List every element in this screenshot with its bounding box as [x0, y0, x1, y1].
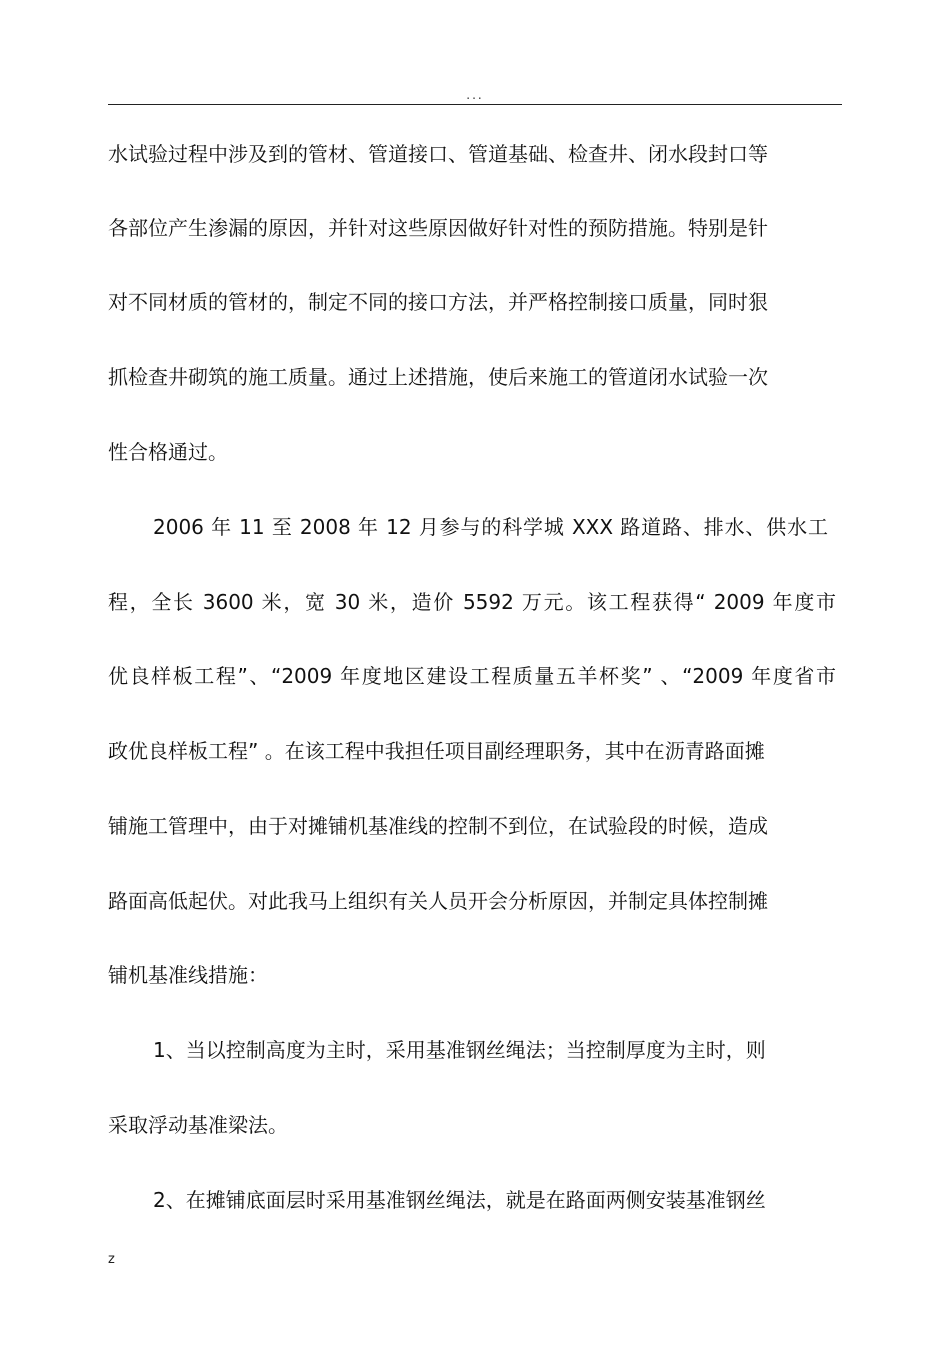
text-line: 2、在摊铺底面层时采用基准钢丝绳法，就是在路面两侧安装基准钢丝	[153, 1188, 766, 1212]
header-dots: ...	[466, 88, 484, 102]
text-line: 铺施工管理中，由于对摊铺机基准线的控制不到位，在试验段的时候，造成	[108, 814, 768, 838]
text-line: 程，全长 3600 米，宽 30 米，造价 5592 万元。该工程获得“ 2009 年度市	[108, 590, 836, 614]
text-line: 优良样板工程”、“2009 年度地区建设工程质量五羊杯奖” 、“2009 年度省市	[108, 664, 836, 688]
text-line: 水试验过程中涉及到的管材、管道接口、管道基础、检查井、闭水段封口等	[108, 142, 768, 166]
text-line: 对不同材质的管材的，制定不同的接口方法，并严格控制接口质量，同时狠	[108, 290, 768, 314]
text-line: 铺机基准线措施：	[108, 963, 268, 987]
text-line: 各部位产生渗漏的原因，并针对这些原因做好针对性的预防措施。特别是针	[108, 216, 768, 240]
text-line: 采取浮动基准梁法。	[108, 1113, 288, 1137]
header-rule	[108, 104, 842, 105]
text-line: 抓检查井砌筑的施工质量。通过上述措施，使后来施工的管道闭水试验一次	[108, 365, 768, 389]
text-line: 路面高低起伏。对此我马上组织有关人员开会分析原因，并制定具体控制摊	[108, 889, 768, 913]
footer-mark: z	[108, 1252, 115, 1267]
text-line: 性合格通过。	[108, 440, 228, 464]
text-line: 2006 年 11 至 2008 年 12 月参与的科学城 XXX 路道路、排水、供水工	[153, 515, 828, 539]
text-line: 1、当以控制高度为主时，采用基准钢丝绳法；当控制厚度为主时，则	[153, 1038, 766, 1062]
text-line: 政优良样板工程” 。在该工程中我担任项目副经理职务，其中在沥青路面摊	[108, 739, 765, 763]
